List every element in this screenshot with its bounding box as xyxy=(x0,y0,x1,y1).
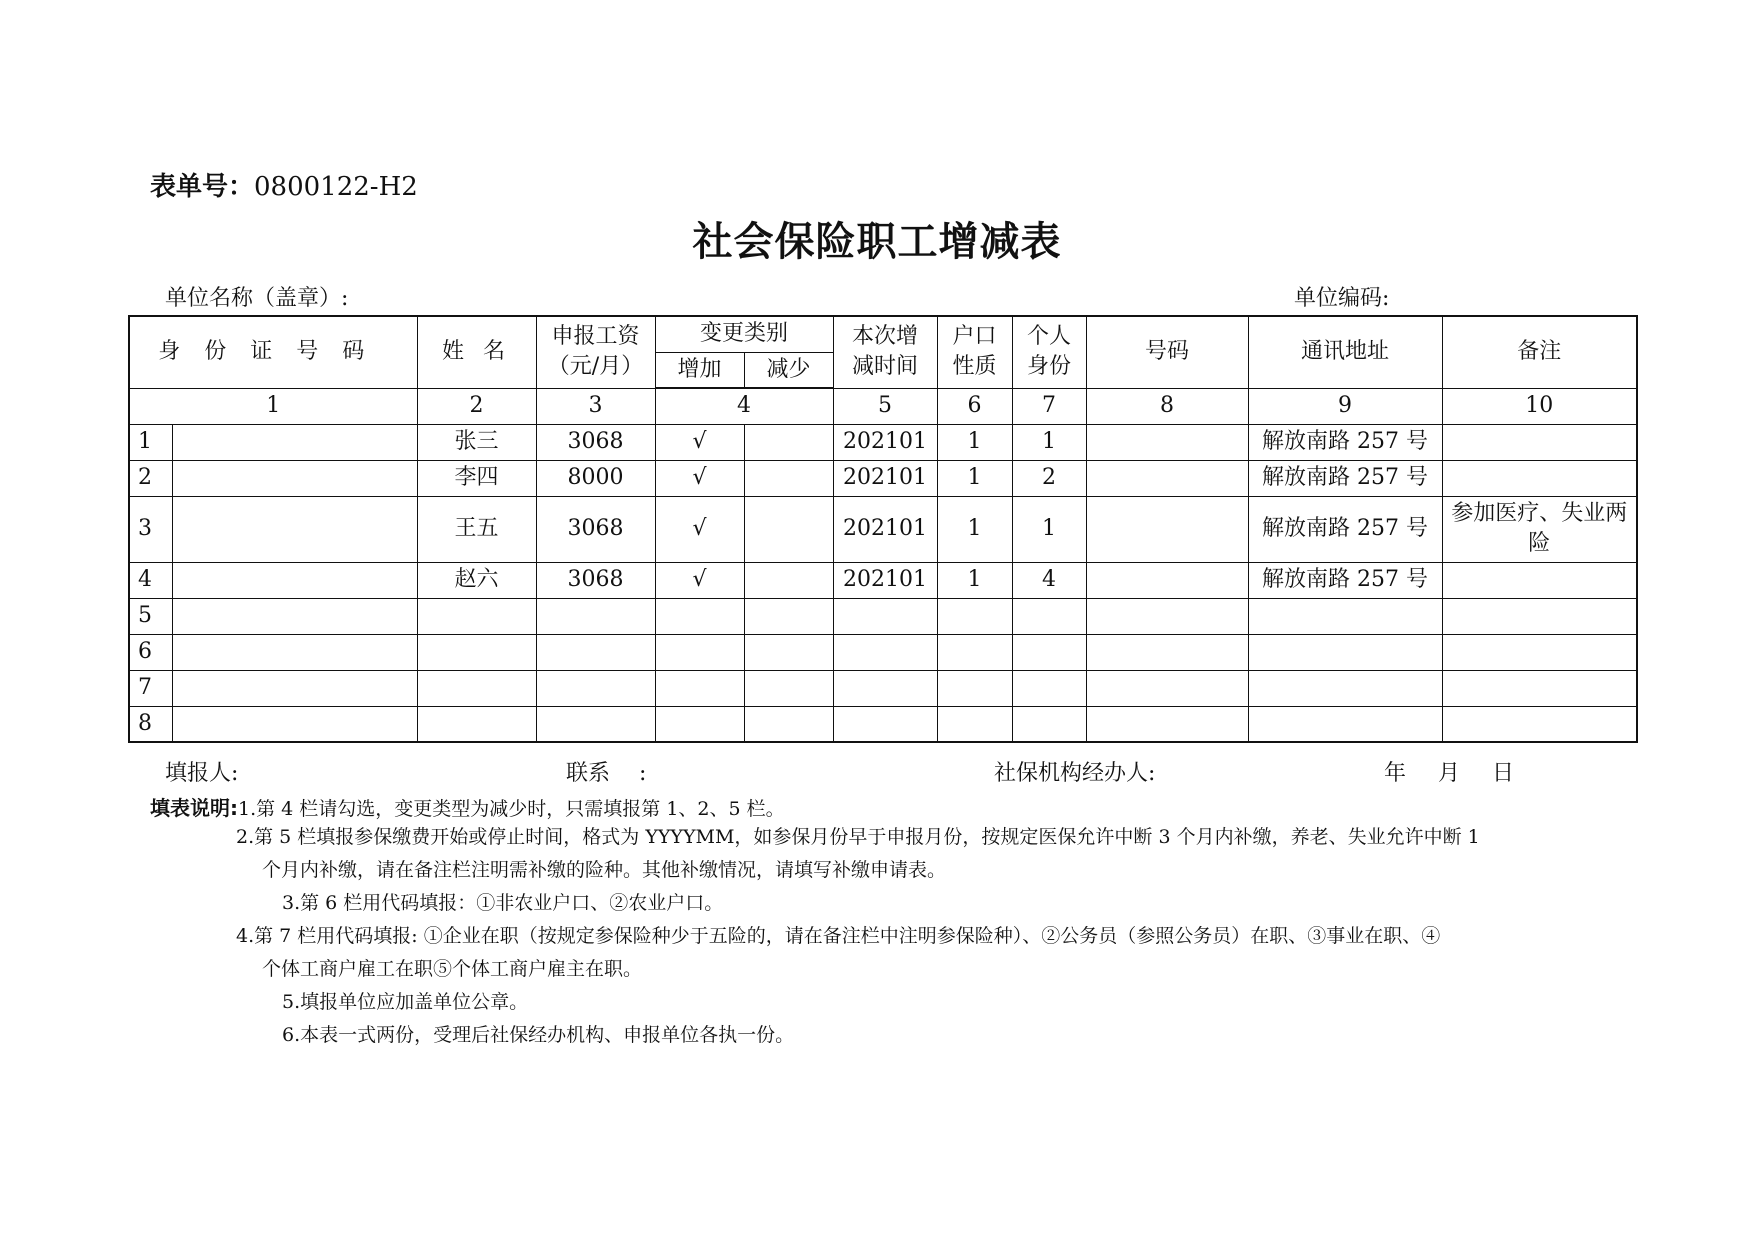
header-change-time: 本次增 减时间 xyxy=(833,316,937,388)
add-check[interactable] xyxy=(655,634,744,670)
hukou-cell[interactable]: 1 xyxy=(937,424,1012,460)
add-check[interactable]: √ xyxy=(655,496,744,562)
table-row xyxy=(129,706,1637,742)
reduce-check[interactable] xyxy=(744,634,833,670)
number-cell[interactable] xyxy=(1086,706,1248,742)
header-name: 姓 名 xyxy=(417,316,536,388)
time-cell[interactable]: 202101 xyxy=(833,562,937,598)
row-seq: 1 xyxy=(129,424,172,460)
note-6: 6.本表一式两份，受理后社保经办机构、申报单位各执一份。 xyxy=(282,1024,795,1046)
address-cell[interactable] xyxy=(1248,670,1442,706)
unit-code-label: 单位编码: xyxy=(1294,286,1390,311)
reduce-check[interactable] xyxy=(744,424,833,460)
note-5: 5.填报单位应加盖单位公章。 xyxy=(282,991,529,1013)
col-number: 10 xyxy=(1442,388,1637,424)
time-cell[interactable]: 202101 xyxy=(833,424,937,460)
reduce-check[interactable] xyxy=(744,706,833,742)
salary-cell[interactable] xyxy=(536,634,655,670)
notes-line-1 xyxy=(150,792,785,821)
time-cell[interactable] xyxy=(833,706,937,742)
name-cell[interactable] xyxy=(417,634,536,670)
add-check[interactable] xyxy=(655,598,744,634)
header-id-no: 身份证号码 xyxy=(129,316,417,388)
col-number: 3 xyxy=(536,388,655,424)
name-cell[interactable] xyxy=(417,598,536,634)
id-cell[interactable] xyxy=(172,460,417,496)
salary-cell[interactable]: 8000 xyxy=(536,460,655,496)
col-number: 1 xyxy=(129,388,417,424)
remark-cell[interactable] xyxy=(1442,670,1637,706)
hukou-cell[interactable] xyxy=(937,706,1012,742)
number-cell[interactable] xyxy=(1086,634,1248,670)
hukou-cell[interactable]: 1 xyxy=(937,460,1012,496)
header-salary: 申报工资 （元/月） xyxy=(536,316,655,388)
header-address: 通讯地址 xyxy=(1248,316,1442,388)
table-row xyxy=(129,562,1637,598)
form-title: 社会保险职工增减表 xyxy=(692,218,1062,265)
note-3: 3.第 6 栏用代码填报：①非农业户口、②农业户口。 xyxy=(282,892,724,914)
hukou-cell[interactable]: 1 xyxy=(937,562,1012,598)
salary-cell[interactable]: 3068 xyxy=(536,424,655,460)
remark-cell[interactable] xyxy=(1442,706,1637,742)
salary-cell[interactable]: 3068 xyxy=(536,496,655,562)
address-cell[interactable]: 解放南路 257 号 xyxy=(1248,460,1442,496)
reduce-check[interactable] xyxy=(744,670,833,706)
header-identity: 个人 身份 xyxy=(1012,316,1086,388)
remark-cell[interactable] xyxy=(1442,562,1637,598)
header-hukou: 户口 性质 xyxy=(937,316,1012,388)
note-4-cont: 个体工商户雇工在职⑤个体工商户雇主在职。 xyxy=(262,958,643,980)
header-reduce: 减少 xyxy=(744,352,833,388)
identity-cell[interactable] xyxy=(1012,670,1086,706)
year-label: 年 xyxy=(1384,761,1407,786)
notes-heading: 填表说明: xyxy=(150,796,238,820)
address-cell[interactable]: 解放南路 257 号 xyxy=(1248,496,1442,562)
col-number: 7 xyxy=(1012,388,1086,424)
col-number: 5 xyxy=(833,388,937,424)
number-cell[interactable] xyxy=(1086,460,1248,496)
add-check[interactable]: √ xyxy=(655,562,744,598)
reduce-check[interactable] xyxy=(744,460,833,496)
identity-cell[interactable] xyxy=(1012,706,1086,742)
identity-cell[interactable]: 1 xyxy=(1012,424,1086,460)
form-number xyxy=(150,166,418,203)
note-4: 4.第 7 栏用代码填报: ①企业在职（按规定参保险种少于五险的，请在备注栏中注明参保险种）、②公务员（参照公务员）在职、③事业在职、④ xyxy=(236,925,1441,947)
date-labels xyxy=(1384,756,1546,787)
name-cell[interactable]: 赵六 xyxy=(417,562,536,598)
salary-cell[interactable] xyxy=(536,670,655,706)
col-number: 9 xyxy=(1248,388,1442,424)
id-cell[interactable] xyxy=(172,598,417,634)
row-seq: 8 xyxy=(129,706,172,742)
note-1: 1.第 4 栏请勾选，变更类型为减少时，只需填报第 1、2、5 栏。 xyxy=(238,798,785,820)
number-cell[interactable] xyxy=(1086,598,1248,634)
col-number: 6 xyxy=(937,388,1012,424)
table-row xyxy=(129,460,1637,496)
hukou-cell[interactable] xyxy=(937,634,1012,670)
row-seq: 4 xyxy=(129,562,172,598)
id-cell[interactable] xyxy=(172,562,417,598)
row-seq: 5 xyxy=(129,598,172,634)
header-add: 增加 xyxy=(655,352,744,388)
address-cell[interactable] xyxy=(1248,634,1442,670)
identity-cell[interactable]: 4 xyxy=(1012,562,1086,598)
time-cell[interactable] xyxy=(833,634,937,670)
identity-cell[interactable]: 2 xyxy=(1012,460,1086,496)
table-row xyxy=(129,424,1637,460)
table-row xyxy=(129,670,1637,706)
header-number: 号码 xyxy=(1086,316,1248,388)
insurance-table xyxy=(128,315,1638,743)
id-cell[interactable] xyxy=(172,634,417,670)
number-cell[interactable] xyxy=(1086,670,1248,706)
month-label: 月 xyxy=(1438,761,1461,786)
hukou-cell[interactable]: 1 xyxy=(937,496,1012,562)
table-row xyxy=(129,496,1637,562)
form-number-value: 0800122-H2 xyxy=(254,172,418,202)
salary-cell[interactable] xyxy=(536,598,655,634)
name-cell[interactable]: 李四 xyxy=(417,460,536,496)
remark-cell[interactable] xyxy=(1442,424,1637,460)
col-number: 2 xyxy=(417,388,536,424)
note-2: 2.第 5 栏填报参保缴费开始或停止时间，格式为 YYYYMM，如参保月份早于申报月份，按规定医保允许中断 3 个月内补缴，养老、失业允许中断 1 xyxy=(236,826,1480,848)
address-cell[interactable]: 解放南路 257 号 xyxy=(1248,424,1442,460)
reduce-check[interactable] xyxy=(744,562,833,598)
table-row xyxy=(129,598,1637,634)
name-cell[interactable] xyxy=(417,670,536,706)
address-cell[interactable] xyxy=(1248,706,1442,742)
col-number: 4 xyxy=(655,388,833,424)
contact-label: 联系 : xyxy=(566,761,647,786)
table-row xyxy=(129,634,1637,670)
salary-cell[interactable]: 3068 xyxy=(536,562,655,598)
hukou-cell[interactable] xyxy=(937,670,1012,706)
remark-cell[interactable] xyxy=(1442,634,1637,670)
col-number: 8 xyxy=(1086,388,1248,424)
header-change-type: 变更类别 xyxy=(655,316,833,352)
name-cell[interactable]: 王五 xyxy=(417,496,536,562)
filler-label: 填报人: xyxy=(165,761,239,786)
salary-cell[interactable] xyxy=(536,706,655,742)
number-cell[interactable] xyxy=(1086,424,1248,460)
name-cell[interactable]: 张三 xyxy=(417,424,536,460)
remark-cell[interactable] xyxy=(1442,598,1637,634)
address-cell[interactable]: 解放南路 257 号 xyxy=(1248,562,1442,598)
unit-name-label: 单位名称（盖章）: xyxy=(165,286,349,311)
number-cell[interactable] xyxy=(1086,496,1248,562)
name-cell[interactable] xyxy=(417,706,536,742)
row-seq: 3 xyxy=(129,496,172,562)
row-seq: 7 xyxy=(129,670,172,706)
form-number-label: 表单号： xyxy=(150,172,255,202)
reduce-check[interactable] xyxy=(744,598,833,634)
identity-cell[interactable] xyxy=(1012,634,1086,670)
id-cell[interactable] xyxy=(172,424,417,460)
column-number-row xyxy=(129,388,1637,424)
identity-cell[interactable] xyxy=(1012,598,1086,634)
time-cell[interactable]: 202101 xyxy=(833,496,937,562)
agent-label: 社保机构经办人: xyxy=(994,761,1156,786)
row-seq: 6 xyxy=(129,634,172,670)
header-remarks: 备注 xyxy=(1442,316,1637,388)
identity-cell[interactable]: 1 xyxy=(1012,496,1086,562)
id-cell[interactable] xyxy=(172,496,417,562)
time-cell[interactable]: 202101 xyxy=(833,460,937,496)
reduce-check[interactable] xyxy=(744,496,833,562)
number-cell[interactable] xyxy=(1086,562,1248,598)
add-check[interactable]: √ xyxy=(655,460,744,496)
note-2-cont: 个月内补缴，请在备注栏注明需补缴的险种。其他补缴情况，请填写补缴申请表。 xyxy=(262,859,947,881)
row-seq: 2 xyxy=(129,460,172,496)
add-check[interactable]: √ xyxy=(655,424,744,460)
remark-cell[interactable] xyxy=(1442,460,1637,496)
remark-cell[interactable]: 参加医疗、失业两险 xyxy=(1442,496,1637,562)
id-cell[interactable] xyxy=(172,670,417,706)
address-cell[interactable] xyxy=(1248,598,1442,634)
id-cell[interactable] xyxy=(172,706,417,742)
time-cell[interactable] xyxy=(833,598,937,634)
hukou-cell[interactable] xyxy=(937,598,1012,634)
day-label: 日 xyxy=(1492,761,1515,786)
add-check[interactable] xyxy=(655,706,744,742)
add-check[interactable] xyxy=(655,670,744,706)
time-cell[interactable] xyxy=(833,670,937,706)
